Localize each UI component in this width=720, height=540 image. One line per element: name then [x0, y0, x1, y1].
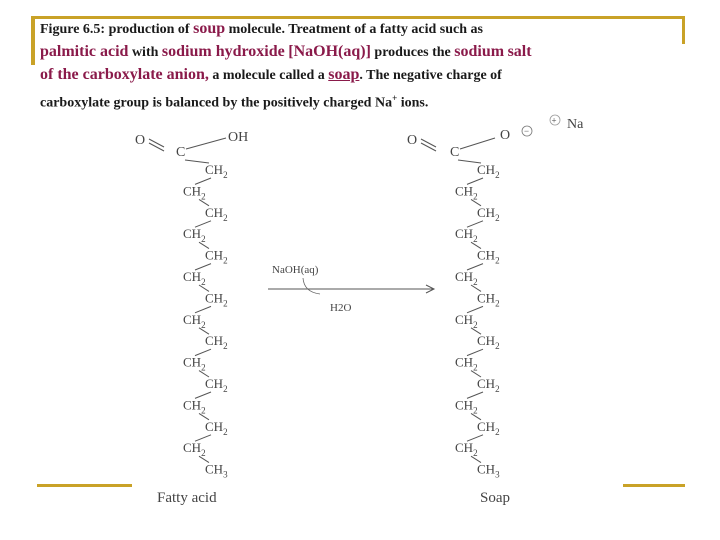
- soap-chain-group: $CH_2$: [477, 247, 500, 266]
- fatty-acid-chain-group: $CH_2$: [205, 418, 228, 437]
- left-carboxyl-c: C: [176, 145, 186, 160]
- fatty-acid-chain-group: $CH_2$: [183, 183, 206, 202]
- term-soup: soup: [193, 20, 226, 37]
- left-hydroxyl: OH: [228, 130, 249, 145]
- label-fatty-acid: Fatty acid: [157, 490, 217, 506]
- right-anionic-o: O: [500, 128, 511, 143]
- term-soap: soap: [328, 66, 360, 83]
- soap-chain: [455, 160, 500, 480]
- figure-label: Figure 6.5: production of: [40, 22, 190, 37]
- fatty-acid-chain-group: $CH_2$: [183, 354, 206, 373]
- fatty-acid-chain-group: $CH_2$: [205, 376, 228, 394]
- term-naoh: [NaOH(aq)]: [288, 43, 371, 60]
- svg-text:+: +: [551, 115, 557, 126]
- svg-text:−: −: [524, 126, 530, 136]
- term-palmitic-acid: palmitic acid: [40, 43, 129, 60]
- right-carboxylate-c: C: [450, 145, 460, 160]
- soap-chain-group: $CH_2$: [455, 269, 478, 287]
- fatty-acid-chain-group: $CH_2$: [205, 333, 228, 352]
- soap-chain-group: $CH_2$: [477, 333, 500, 352]
- soap-chain-group: $CH_2$: [477, 162, 500, 180]
- term-sodium: sodium: [454, 43, 505, 60]
- soap-chain-group: $CH_2$: [455, 311, 478, 330]
- left-double-bond-2: [149, 143, 164, 151]
- right-double-bond-1: [421, 139, 436, 147]
- fatty-acid-chain-group: $CH_2$: [183, 269, 206, 287]
- label-soap: Soap: [480, 490, 510, 506]
- fatty-acid-chain-group: $CH_2$: [205, 162, 228, 180]
- soap-chain-group: $CH_2$: [477, 418, 500, 437]
- fatty-acid-chain-group: $CH_2$: [183, 440, 206, 459]
- fatty-acid-chain-group: $CH_2$: [183, 397, 206, 416]
- soap-chain-group: $CH_2$: [477, 290, 500, 309]
- right-c-o-bond: [460, 138, 495, 149]
- soap-chain-group: $CH_3$: [477, 461, 500, 480]
- reagent-naoh: NaOH(aq): [272, 264, 319, 276]
- soap-chain-group: $CH_2$: [455, 183, 478, 202]
- left-double-bond-1: [149, 139, 164, 147]
- left-c-oh-bond: [186, 138, 226, 149]
- left-carbonyl-o: O: [135, 133, 146, 148]
- fatty-acid-chain-group: $CH_2$: [205, 247, 228, 266]
- soap-chain-group: $CH_2$: [477, 376, 500, 394]
- byproduct-curve-arrow: [303, 278, 320, 294]
- term-sodium-hydroxide: sodium hydroxide: [161, 43, 285, 60]
- soap-chain-group: $CH_2$: [455, 226, 478, 245]
- byproduct-water: H2O: [330, 302, 352, 314]
- fatty-acid-chain-group: $CH_2$: [183, 311, 206, 330]
- sodium-ion: Na: [567, 117, 584, 132]
- soap-chain-group: $CH_2$: [477, 204, 500, 223]
- soap-chain-group: $CH_2$: [455, 354, 478, 373]
- soap-chain-group: $CH_2$: [455, 397, 478, 416]
- fatty-acid-chain-group: $CH_3$: [205, 461, 228, 480]
- fatty-acid-chain-group: $CH_2$: [205, 290, 228, 309]
- fatty-acid-chain-group: $CH_2$: [183, 226, 206, 245]
- term-carboxylate-anion: of the carboxylate anion,: [40, 66, 209, 83]
- right-carbonyl-o: O: [407, 133, 418, 148]
- fatty-acid-chain-group: $CH_2$: [205, 204, 228, 223]
- right-double-bond-2: [421, 143, 436, 151]
- figure-caption: Figure 6.5: production of soup molecule. Treatment of a fatty acid such as palmitic acid with sodium hydroxide [NaOH(aq)] produces the sodium salt of the carboxylate anion, a molecule called a soap. The negative charge of carboxylate group is balanced by the positively charged Na+ ions.: [40, 20, 532, 111]
- fatty-acid-chain: [183, 160, 228, 480]
- soap-chain-group: $CH_2$: [455, 440, 478, 459]
